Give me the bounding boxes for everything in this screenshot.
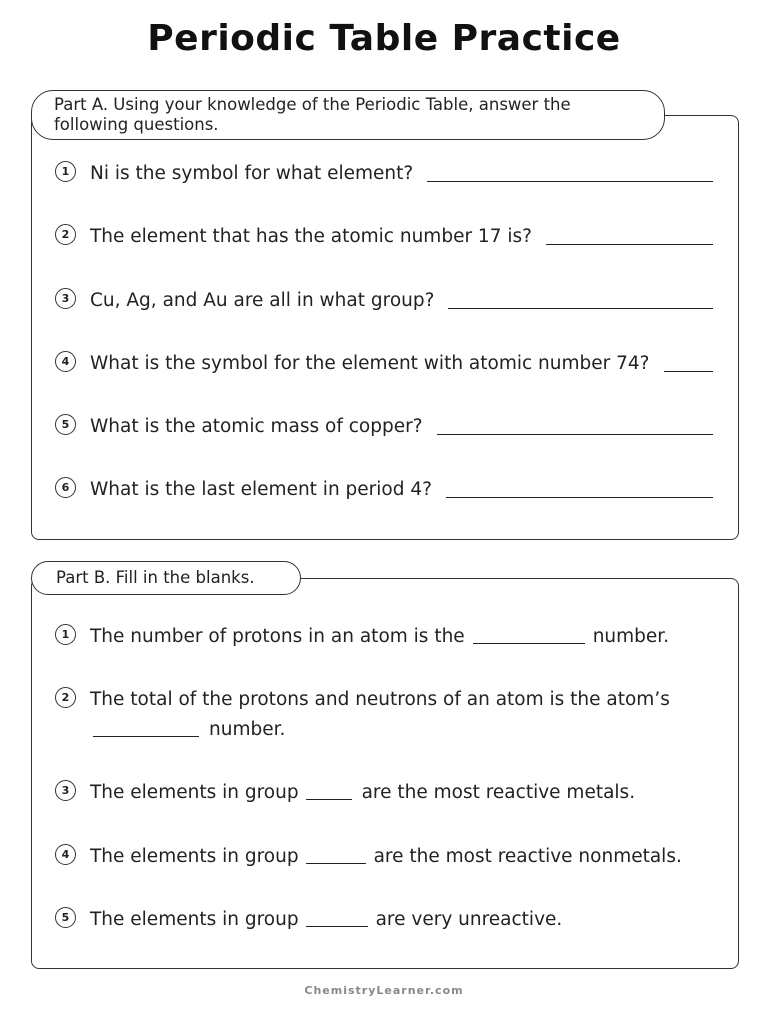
part-a-question-3 bbox=[55, 290, 713, 311]
part-a-header bbox=[31, 90, 665, 140]
question-number-badge: 4 bbox=[55, 351, 76, 372]
part-b-question-2-line2 bbox=[93, 719, 693, 740]
question-number-badge: 1 bbox=[55, 624, 76, 645]
question-text-after: number. bbox=[209, 719, 286, 740]
fill-in-blank[interactable] bbox=[306, 925, 368, 927]
answer-blank[interactable] bbox=[427, 180, 713, 182]
page-title: Periodic Table Practice bbox=[147, 18, 621, 59]
fill-in-blank[interactable] bbox=[306, 798, 352, 800]
answer-blank[interactable] bbox=[437, 433, 713, 435]
part-a-question-5 bbox=[55, 416, 713, 437]
question-text: What is the atomic mass of copper? bbox=[90, 416, 423, 437]
question-number-badge: 6 bbox=[55, 477, 76, 498]
question-text-before: The elements in group bbox=[90, 909, 299, 930]
question-text-after: number. bbox=[592, 626, 670, 647]
question-text-before: The elements in group bbox=[90, 846, 299, 867]
part-a-question-4 bbox=[55, 353, 713, 374]
question-number-badge: 5 bbox=[55, 907, 76, 928]
part-b-header bbox=[31, 561, 301, 595]
question-text-after: are the most reactive nonmetals. bbox=[373, 846, 682, 867]
part-b-question-5 bbox=[55, 909, 715, 930]
fill-in-blank[interactable] bbox=[93, 735, 199, 737]
answer-blank[interactable] bbox=[446, 496, 713, 498]
question-text: What is the symbol for the element with atomic number 74? bbox=[90, 353, 650, 374]
part-a-header-text: Part A. Using your knowledge of the Periodic Table, answer the following questions. bbox=[54, 95, 571, 134]
question-number-badge: 1 bbox=[55, 161, 76, 182]
question-number-badge: 2 bbox=[55, 224, 76, 245]
part-b-header-text: Part B. Fill in the blanks. bbox=[56, 568, 255, 587]
question-text-after: are the most reactive metals. bbox=[361, 782, 636, 803]
part-a-question-1 bbox=[55, 163, 713, 184]
question-number-badge: 2 bbox=[55, 687, 76, 708]
part-a-question-2 bbox=[55, 226, 713, 247]
question-number-badge: 3 bbox=[55, 780, 76, 801]
site-credit: ChemistryLearner.com bbox=[304, 984, 464, 997]
answer-blank[interactable] bbox=[546, 243, 713, 245]
question-text: Cu, Ag, and Au are all in what group? bbox=[90, 290, 435, 311]
fill-in-blank[interactable] bbox=[473, 642, 585, 644]
part-b-question-2 bbox=[55, 689, 715, 710]
part-b-question-3 bbox=[55, 782, 715, 803]
answer-blank[interactable] bbox=[448, 307, 713, 309]
question-text-before: The number of protons in an atom is the bbox=[90, 626, 465, 647]
question-text: Ni is the symbol for what element? bbox=[90, 163, 414, 184]
question-number-badge: 3 bbox=[55, 288, 76, 309]
question-text: What is the last element in period 4? bbox=[90, 479, 432, 500]
answer-blank[interactable] bbox=[664, 370, 714, 372]
fill-in-blank[interactable] bbox=[306, 862, 366, 864]
question-number-badge: 4 bbox=[55, 844, 76, 865]
question-text-line1: The total of the protons and neutrons of an atom is the atom’s bbox=[90, 689, 670, 710]
question-text-before: The elements in group bbox=[90, 782, 299, 803]
question-number-badge: 5 bbox=[55, 414, 76, 435]
part-a-question-6 bbox=[55, 479, 713, 500]
part-b-question-1 bbox=[55, 626, 715, 647]
part-b-question-4 bbox=[55, 846, 715, 867]
question-text: The element that has the atomic number 17 is? bbox=[90, 226, 532, 247]
question-text-after: are very unreactive. bbox=[375, 909, 563, 930]
